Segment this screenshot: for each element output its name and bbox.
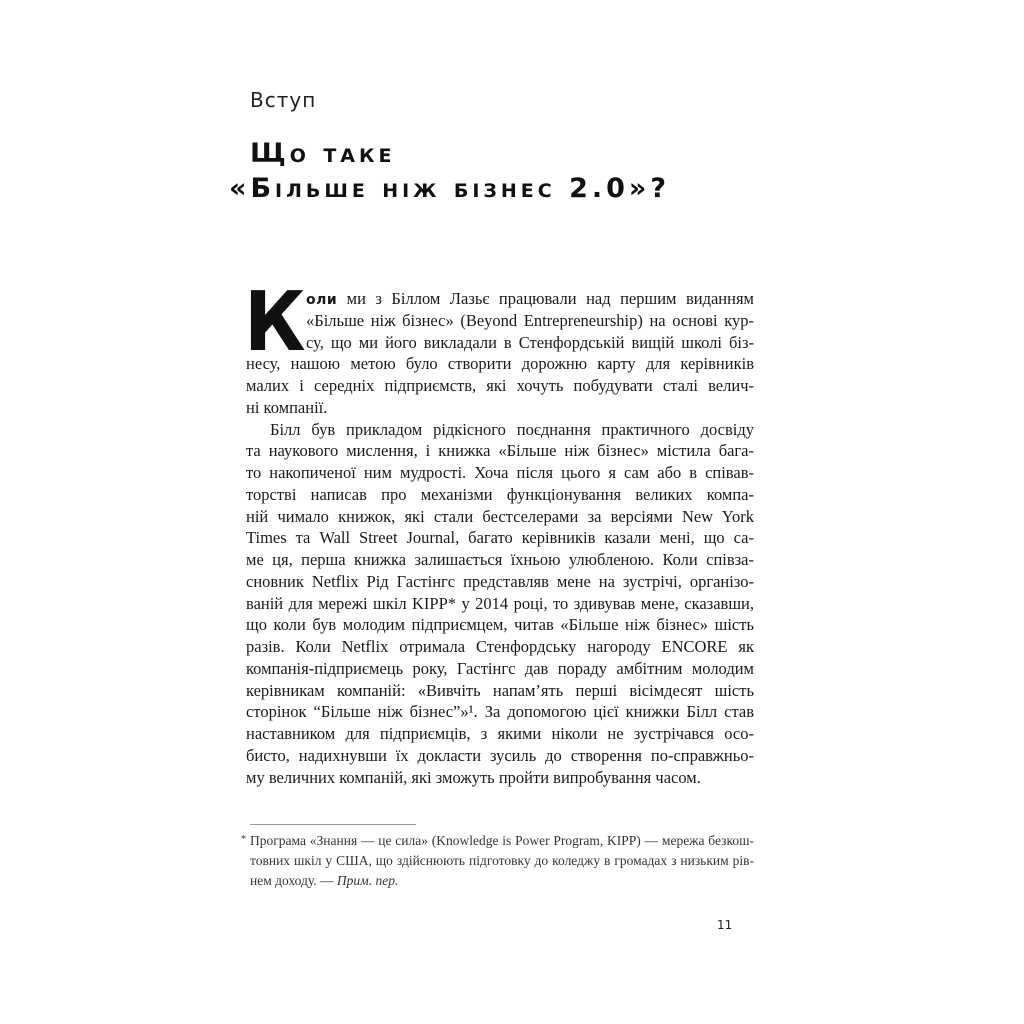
drop-cap-letter: К: [244, 275, 306, 370]
first-line-rest: ми з Біллом Лазьє працювали над першим виданням: [337, 289, 754, 308]
body-line: Білл був прикладом рідкісного поєднання практичного досвіду: [270, 419, 754, 439]
footnote-divider: [250, 824, 416, 825]
body-line: ній чимало книжок, які стали бестселерами за версіями New York: [246, 506, 754, 526]
body-line: то накопиченої ним мудрості. Хоча після цього я сам або в співав-: [246, 463, 754, 482]
body-line: ме ця, перша книжка залишається їхньою улюбленою. Коли співза-: [246, 550, 754, 569]
section-label: Вступ: [250, 88, 317, 112]
footnote-translator-note: Прим. пер.: [336, 873, 399, 888]
body-line: торстві написав про механізми функціонування великих компа-: [246, 484, 754, 504]
body-line: керівникам компаній: «Вивчіть напам’ять перші вісімдесят шість: [246, 680, 754, 700]
footnote-mark: *: [241, 834, 246, 845]
body-line: ваній для мережі шкіл KIPP* у 2014 році, то здивував мене, сказавши,: [246, 593, 754, 613]
footnote-line: [250, 874, 754, 888]
body-line: бисто, надихнувши їх докласти зусиль до створення по-справжньо-: [246, 745, 754, 765]
body-line: [306, 291, 754, 308]
body-line: разів. Коли Netflix отримала Стенфордську нагороду ENCORE як: [246, 637, 754, 656]
footnote-text: нем доходу. —: [250, 873, 337, 888]
first-line-lead: оли: [306, 292, 338, 308]
chapter-title-line-2: «Більше ніж бізнес 2.0»?: [229, 173, 671, 204]
body-line: малих і середніх підприємств, які хочуть побудувати сталі велич-: [246, 376, 754, 395]
body-line: що коли був молодим підприємцем, читав «Більше ніж бізнес» шість: [246, 615, 754, 635]
body-line: ні компанії.: [246, 397, 328, 417]
body-line: та наукового мислення, і книжка «Більше ніж бізнес» містила бага-: [246, 441, 754, 461]
body-line: сновник Netflix Рід Гастінгс представляв мене на зустрічі, організо-: [246, 571, 754, 591]
body-line: Times та Wall Street Journal, багато керівників казали мені, що са-: [246, 528, 754, 548]
page-number: 11: [717, 918, 733, 932]
chapter-title-line-1: Що таке: [250, 138, 396, 169]
footnote-line: товних шкіл у США, що здійснюють підготовку до коледжу в громадах з низьким рів-: [250, 853, 754, 868]
footnote-line: Програма «Знання — це сила» (Knowledge is Power Program, KIPP) — мережа безкош-: [250, 833, 754, 848]
body-line: му величних компаній, які зможуть пройти випробування часом.: [246, 767, 701, 787]
body-line: сторінок “Більше ніж бізнес”»¹. За допомогою цієї книжки Білл став: [246, 702, 754, 722]
body-line: наставником для підприємців, з якими ніколи не зустрічався осо-: [246, 724, 754, 743]
drop-cap: [244, 275, 306, 370]
body-line: компанія-підприємець року, Гастінгс дав пораду амбітним молодим: [246, 658, 754, 678]
body-line: су, що ми його викладали в Стенфордській вищій школі біз-: [306, 332, 754, 352]
body-line: «Більше ніж бізнес» (Beyond Entrepreneurship) на основі кур-: [306, 310, 754, 330]
body-line: несу, нашою метою було створити дорожню карту для керівників: [246, 354, 754, 374]
